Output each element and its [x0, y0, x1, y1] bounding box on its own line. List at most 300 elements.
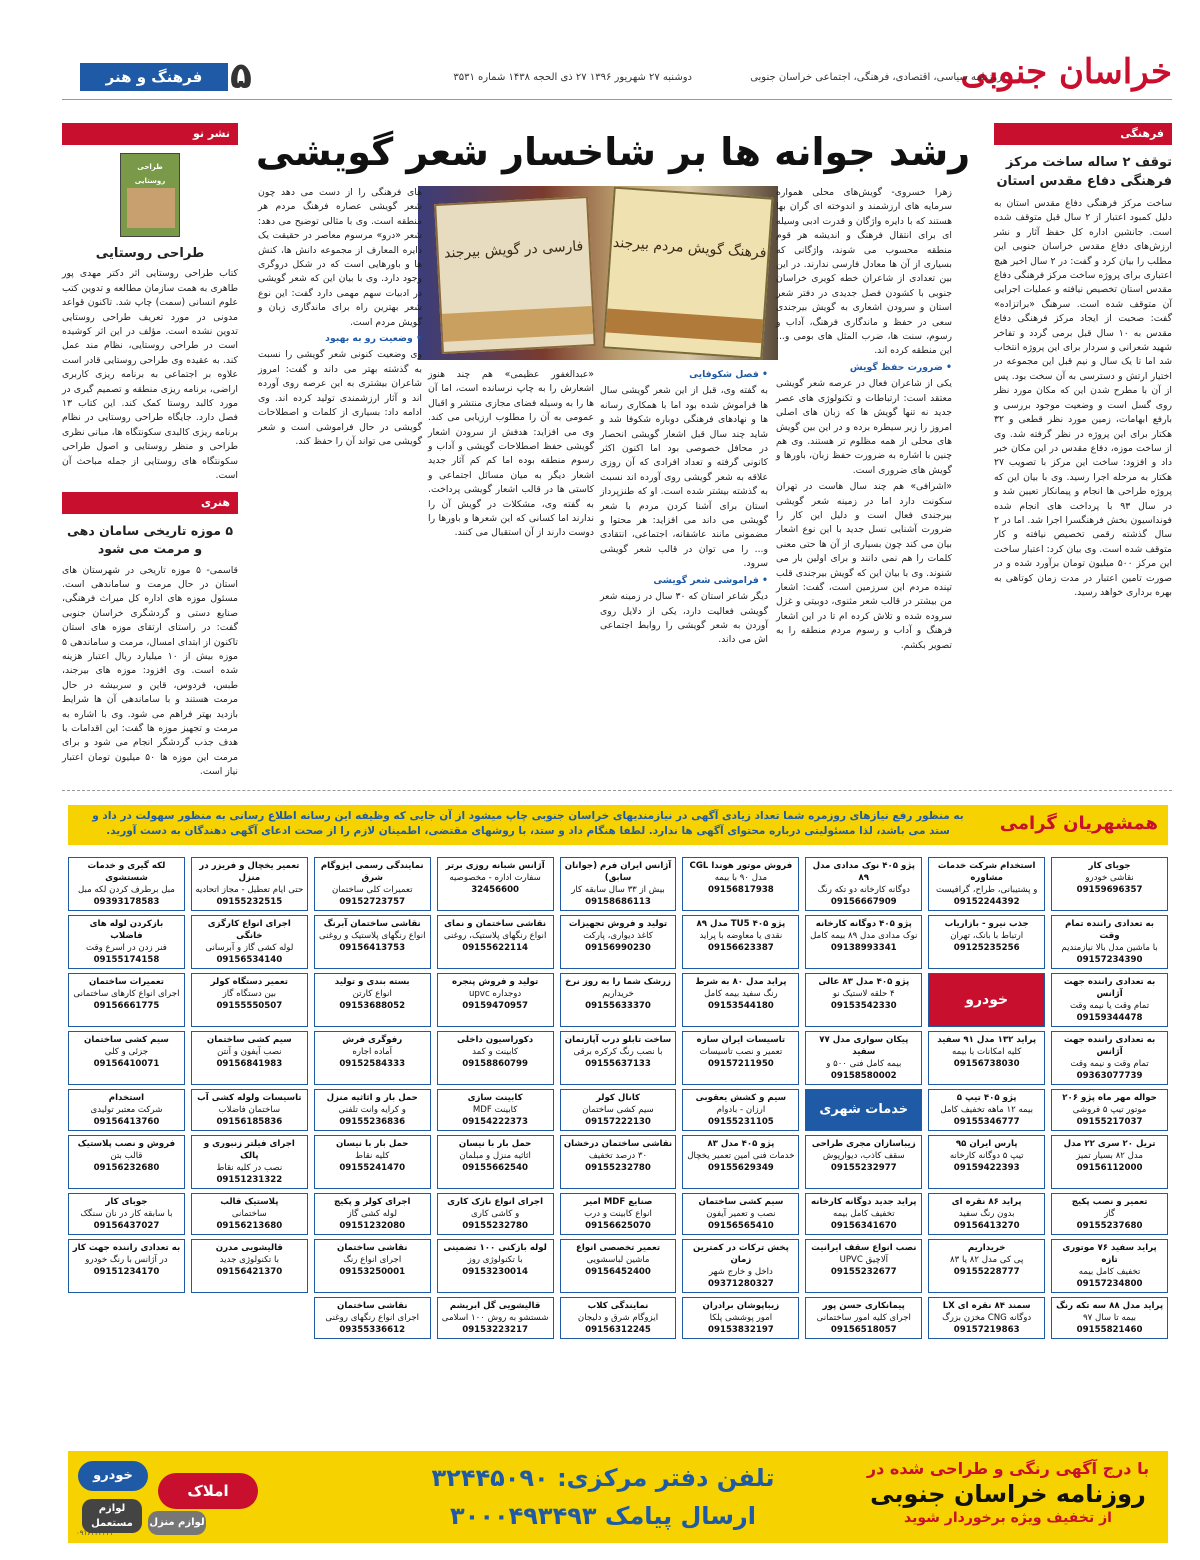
ad-text: کاغذ دیواری، پارکت: [583, 931, 653, 941]
ad-phone[interactable]: 09156661775: [93, 1001, 160, 1011]
ad-heading: جوبای کار: [105, 1197, 148, 1207]
classified-ad[interactable]: [68, 1031, 185, 1085]
ad-phone[interactable]: 09156421370: [216, 1267, 283, 1277]
ad-text: بین دستگاه گاز: [222, 989, 276, 999]
ad-phone[interactable]: 09155232677: [830, 1267, 897, 1277]
classified-ad[interactable]: [805, 1193, 922, 1235]
ad-text: انواع کابینت و درب: [584, 1209, 652, 1219]
classified-ad[interactable]: [1051, 1297, 1168, 1339]
book-cover-1: [434, 196, 596, 354]
ad-text: با ماشین مدل بالا نیازمندیم: [1061, 943, 1158, 953]
subhead: • وضعیت رو به بهبود: [325, 333, 422, 345]
article-title[interactable]: توقف ۲ ساله ساخت مرکز فرهنگی دفاع مقدس استان: [996, 155, 1172, 189]
ad-phone[interactable]: 09153230014: [462, 1267, 528, 1277]
ad-heading: پراید جدید دوگانه کارخانه: [811, 1197, 917, 1207]
classified-ad[interactable]: [437, 857, 554, 911]
ad-phone[interactable]: 09155550507: [216, 1001, 283, 1011]
badge-amlak[interactable]: املاک: [158, 1473, 258, 1509]
page-number: ۵: [230, 56, 252, 97]
ad-phone[interactable]: 09159422393: [953, 1163, 1020, 1173]
ad-text: تخفیف کامل بیمه: [832, 1209, 895, 1219]
classified-ad[interactable]: [805, 1031, 922, 1085]
classified-ad[interactable]: [805, 1089, 922, 1131]
classified-ads: [62, 790, 1172, 1550]
ad-heading: پیکان سواری مدل ۷۷ سفید: [819, 1035, 909, 1057]
ad-text: اجرای انواع رنگ: [343, 1255, 402, 1265]
book-band-2: [606, 308, 763, 343]
ad-phone[interactable]: 09157211950: [708, 1059, 774, 1069]
ad-heading: جویای کار: [1088, 861, 1131, 871]
ads-banner-title: همشهریان گرامی: [999, 813, 1158, 834]
ad-phone[interactable]: 09155237680: [1076, 1221, 1143, 1231]
classified-ad[interactable]: [682, 973, 799, 1027]
ad-phone[interactable]: 09156232680: [93, 1163, 160, 1173]
ad-heading: سمند ۸۴ نقره ای LX: [942, 1301, 1031, 1311]
sms-row: [368, 1497, 838, 1535]
ad-phone[interactable]: 09152723757: [339, 897, 406, 907]
ad-phone[interactable]: 09156213680: [216, 1221, 283, 1231]
classified-ad[interactable]: [1051, 1193, 1168, 1235]
ad-phone[interactable]: 09155633370: [585, 1001, 651, 1011]
ad-phone[interactable]: 09155637133: [585, 1059, 651, 1069]
ad-heading: نصب انواع سقف ایرانیت: [811, 1243, 917, 1253]
classified-ad[interactable]: [437, 1031, 554, 1085]
ad-phone[interactable]: 09155228777: [953, 1267, 1020, 1277]
classified-ad[interactable]: [191, 915, 308, 969]
ad-phone[interactable]: 09156410071: [93, 1059, 160, 1069]
ad-heading: تعمیر یخچال و فریزر در منزل: [199, 861, 300, 883]
sms-label: ارسال پیامک: [604, 1502, 756, 1530]
ad-heading: پخش ترکات در کمترین زمان: [692, 1243, 789, 1265]
classified-ad[interactable]: [560, 915, 677, 969]
classified-ad[interactable]: [560, 1089, 677, 1131]
ads-notice-banner: [68, 805, 1168, 845]
ad-phone[interactable]: 09156341670: [830, 1221, 897, 1231]
ad-heading: بازکردن لوله های فاضلاب: [89, 919, 164, 941]
ad-phone[interactable]: 09154222373: [462, 1117, 528, 1127]
ad-text: شستشو به روش ۱۰۰ اسلامی: [441, 1313, 549, 1323]
classified-ad[interactable]: [805, 857, 922, 911]
ad-heading: اجرای کولر و پکیج: [333, 1197, 411, 1207]
ad-text: نقاشی خودرو: [1085, 873, 1134, 883]
ad-phone[interactable]: 09156452400: [585, 1267, 651, 1277]
classified-ad[interactable]: [437, 1193, 554, 1235]
section-tab[interactable]: فرهنگ و هنر: [80, 63, 228, 91]
classified-ad[interactable]: [191, 1089, 308, 1131]
ad-text: انواع رنگهای پلاستیک و روغنی: [318, 931, 426, 941]
ad-heading: قالیشویی گل ابریشم: [449, 1301, 541, 1311]
ads-grid: [68, 857, 1168, 1443]
classified-ad[interactable]: [191, 1193, 308, 1235]
ad-text: آلاچیق UPVC: [839, 1255, 889, 1265]
ad-phone[interactable]: 09156565410: [708, 1221, 774, 1231]
ad-phone[interactable]: 09151231322: [216, 1175, 283, 1185]
ad-phone[interactable]: 09157234800: [1076, 1279, 1143, 1289]
classified-ad[interactable]: [928, 915, 1045, 969]
ad-text: نصب در کلیه نقاط: [216, 1163, 283, 1173]
ad-phone[interactable]: 09153832197: [708, 1325, 774, 1335]
classified-ad[interactable]: [314, 1089, 431, 1131]
ad-text: ماشین لباسشویی: [586, 1255, 650, 1265]
ad-heading: زیباسازان مجری طراحی: [811, 1139, 916, 1149]
ad-phone[interactable]: 09156534140: [216, 955, 283, 965]
ad-text: تعمیر و نصب تاسیسات: [699, 1047, 783, 1057]
ad-phone[interactable]: 09157219863: [953, 1325, 1020, 1335]
ad-phone[interactable]: 09125235256: [953, 943, 1020, 953]
classified-ad[interactable]: [682, 1239, 799, 1293]
classified-ad[interactable]: [191, 857, 308, 911]
ad-phone[interactable]: 09156667909: [830, 897, 897, 907]
classified-ad[interactable]: [928, 1193, 1045, 1235]
ad-heading: پارس ایران ۹۵: [955, 1139, 1018, 1149]
classified-ad[interactable]: [928, 1239, 1045, 1293]
classified-ad[interactable]: [314, 857, 431, 911]
ad-heading: اجرای انواع نازک کاری: [447, 1197, 544, 1207]
ad-phone[interactable]: 09156817938: [708, 885, 774, 895]
classified-ad[interactable]: [191, 1239, 308, 1293]
classified-ad[interactable]: [1051, 1031, 1168, 1085]
ad-text: کابینت و کمد: [472, 1047, 519, 1057]
ad-phone[interactable]: 09138993341: [830, 943, 897, 953]
ad-phone[interactable]: 09158580002: [830, 1071, 897, 1081]
classified-ad[interactable]: [68, 1135, 185, 1189]
ad-heading: پژو ۴۰۵ دوگانه کارخانه: [815, 919, 912, 929]
classified-ad[interactable]: [314, 1193, 431, 1235]
classified-ad[interactable]: [805, 1135, 922, 1189]
ad-heading: اجرای انواع کارگزی خانگی: [207, 919, 291, 941]
ad-text: انواع کارتن: [352, 989, 392, 999]
ad-heading: حمل بار با نیسان: [458, 1139, 532, 1149]
main-headline[interactable]: رشد جوانه ها بر شاخسار شعر گویشی: [255, 130, 971, 174]
ad-text: و پشتیبانی، طراح، گرافیست: [935, 885, 1038, 895]
ad-text: سیم کشی ساختمان: [582, 1105, 654, 1115]
classified-ad[interactable]: [68, 1239, 185, 1293]
ad-phone[interactable]: 09152584333: [339, 1059, 406, 1069]
classified-ad[interactable]: [560, 973, 677, 1027]
ad-phone[interactable]: 09151232080: [339, 1221, 406, 1231]
ad-text: حتی ایام تعطیل - مجاز اتحادیه: [195, 885, 304, 895]
ad-heading: کانال کولر: [595, 1093, 641, 1103]
classified-ad[interactable]: [314, 1135, 431, 1189]
classified-ad[interactable]: [68, 1089, 185, 1131]
ad-text: تعمیرات کلی ساختمان: [331, 885, 413, 895]
ad-phone[interactable]: 09155662540: [462, 1163, 528, 1173]
ad-text: مبل برطرف کردن لکه مبل: [78, 885, 175, 895]
promo-block: [858, 1459, 1158, 1526]
ad-heading: استخدام شرکت خدمات مشاوره: [937, 861, 1036, 883]
ad-heading: به تعدادی راننده جهت آژانس: [1063, 1035, 1156, 1057]
article-body: ساخت مرکز فرهنگی دفاع مقدس استان به دلیل کمبود اعتبار از ۲ سال قبل متوقف شده است. جانشین اداره کل حفظ آثار و نشر ارزش‌های دفاع مقدس خراسان جنوبی این مطلب را بیان کرد و گفت: در ۲ سال اخیر هیچ اعتباری برای پروژه ساخت مرکز فرهنگی دفاع مقدس استان تخصیص نیافته و عملیات اجرایی آن متوقف شده است. سرهنگ «براتزاده» گفت: صحبت از ایجاد مرکز فرهنگی دفاع مقدس به ۱۰ سال قبل برمی گردد و تفاخر شهید شعرانی و سردار برای این پروژه انتخاب شد اما تا یک سال و نیم قبل این مجموعه در اختیار ارتش و دسترسی به آن سخت بود. پس از آن با مطرح شدن این که مکان مورد نظر روی گسل است و وضعیت موجود بررسی و بارفع ابهامات، زمین مورد نظر قطعی و ۳۲ هکتار برای این پروژه در نظر گرفته شد. وی از ساخت موزه، دفاع مقدس در این مکان خبر داد و افزود: ساخت این مرکز با تصویب ۲۷ هکتار به مرحله اجرا رسید. وی با بیان این که پروژه طراحی ها انجام و پیمانکار تعیین شد و در سال ۹۳ با پرداخت های انجام شده فونداسیون بخش فرهنگسرا اجرا شد. اما در ۲ سال گذشته رقمی تخصیص نیافته و کار متوقف شده است. وی بیان کرد: اعتبار ساخت این مرکز ۵۰۰ میلیون تومان برآورد شده و در صورت تامین اعتبار در مدت زمان کوتاهی به بهره برداری خواهد رسید.: [994, 198, 1173, 598]
classified-ad[interactable]: [1051, 915, 1168, 969]
classified-ad[interactable]: [314, 1031, 431, 1085]
ad-phone[interactable]: 09355336612: [339, 1325, 406, 1335]
ad-heading: نقاشی ساختمان و نمای: [444, 919, 547, 929]
ad-text: دوجداره upvc: [468, 989, 522, 999]
ad-phone[interactable]: 09155232977: [830, 1163, 897, 1173]
ad-phone[interactable]: 09155821460: [1076, 1325, 1143, 1335]
ad-phone[interactable]: 09159470957: [462, 1001, 528, 1011]
classified-ad[interactable]: [1051, 1089, 1168, 1131]
ad-text: امور پوششی پلکا: [709, 1313, 773, 1323]
classified-ad[interactable]: [560, 857, 677, 911]
paragraph: «عبدالغفور عظیمی» هم چند هنوز اشعارش را به چاپ نرسانده است، اما آن ها را به وسیله فضای مجازی منتشر و اقبال عمومی به آن را مطلوب ارزیابی می کند. وی می افزاید: هدفش از سرودن اشعار گویشی حفظ اصطلاحات گویشی و آداب و رسوم منطقه بوده اما کم کم آثار جدید اشعار دیگر به میان مسائل اجتماعی و کاستی ها در قالب اشعار گویشی پرداخت. به گفته وی، مشکلات در گویش آن را ندارند اما کسانی که این شعرها و باورها را دوست دارند از آن استقبال می کنند.: [428, 369, 594, 539]
book-cover-image: [120, 153, 180, 237]
classified-ad[interactable]: [68, 857, 185, 911]
classified-ad[interactable]: [314, 915, 431, 969]
book-title[interactable]: طراحی روستایی: [95, 246, 205, 261]
ad-heading: تریل ۲۰ سری ۲۲ مدل: [1063, 1139, 1156, 1149]
bottom-ad-banner: [68, 1451, 1168, 1543]
ad-phone[interactable]: 09158860799: [462, 1059, 528, 1069]
classified-ad[interactable]: [1051, 1135, 1168, 1189]
ad-text: و کرایه وانت تلفنی: [338, 1105, 406, 1115]
ad-heading: آژانس شبانه روزی برتر: [445, 861, 545, 871]
ad-text: لوله کشی گاز و آبرسانی: [205, 943, 294, 953]
ad-text: با سابقه کار در نان سنگک: [80, 1209, 173, 1219]
ad-text: انواع رنگهای پلاستیک، روغنی: [443, 931, 547, 941]
ad-heading: رفوگری فرش: [342, 1035, 403, 1045]
ad-heading: زیباپوشان برادران: [702, 1301, 780, 1311]
classified-ad[interactable]: [682, 1089, 799, 1131]
ad-phone[interactable]: 09156413753: [339, 943, 406, 953]
ad-heading: خریداریم: [967, 1243, 1006, 1253]
ad-heading: سیم کشی ساختمان: [84, 1035, 169, 1045]
contact-block: [368, 1459, 838, 1535]
badge-home-goods[interactable]: لوازم منزل: [148, 1511, 206, 1535]
ad-text: ایزوگام شرق و دلیجان: [577, 1313, 659, 1323]
ad-heading: پراید مدل ۸۰ به شرط: [695, 977, 787, 987]
classified-ad[interactable]: [928, 1135, 1045, 1189]
ad-heading: پیمانکاری حسن پور: [822, 1301, 905, 1311]
classified-ad[interactable]: [805, 915, 922, 969]
ad-phone[interactable]: 09156185836: [216, 1117, 283, 1127]
ad-phone[interactable]: 09363077739: [1076, 1071, 1143, 1081]
ad-phone[interactable]: 09156738030: [953, 1059, 1020, 1069]
classified-ad[interactable]: [805, 1297, 922, 1339]
ad-text: با تکنولوژی جدید: [219, 1255, 279, 1265]
ad-text: موتور تیپ ۵ فروشی: [1072, 1105, 1147, 1115]
section-label-art: هنری: [62, 492, 238, 514]
paragraph: «اشرافی» هم چند سال هاست در تهران سکونت دارد اما در زمینه شعر گویشی بیرجندی فعال است و دلیل این کار را ضرورت آشنایی نسل جدید با این نوع اشعار بیان می کند چون بسیاری از آن ها حتی معنی کلمات را هم نمی دانند و برای اولین بار می شنوند. وی با بیان این که گویش بیرجندی قلب تپنده مردم این سرزمین است، گفت: اشعار من بیشتر در قالب شعر مثنوی، دوبیتی و غزل سروده شده و تلاش کرده ام تا در این اشعار فرهنگ و آداب و رسوم مردم منطقه را به تصویر بکشم.: [776, 481, 952, 651]
ad-phone[interactable]: 09153542330: [830, 1001, 897, 1011]
ad-text: ساختمانی: [231, 1209, 267, 1219]
classified-ad[interactable]: [928, 1089, 1045, 1131]
ad-phone[interactable]: 09153250001: [339, 1267, 406, 1277]
ad-heading: سیم کشی ساختمان: [698, 1197, 784, 1207]
ad-heading: فروش و نصب پلاستیک: [77, 1139, 176, 1149]
ad-text: دوگانه CNG مخزن بزرگ: [942, 1313, 1032, 1323]
ad-text: کلیه نقاط: [355, 1151, 390, 1161]
classified-ad[interactable]: [191, 973, 308, 1027]
phone-row: [368, 1459, 838, 1497]
ad-phone[interactable]: 09151234170: [93, 1267, 160, 1277]
ad-text: تخفیف کامل بیمه: [1078, 1267, 1141, 1277]
ad-phone[interactable]: 09153544180: [708, 1001, 774, 1011]
classified-ad[interactable]: [68, 973, 185, 1027]
ad-phone[interactable]: 09155346777: [953, 1117, 1020, 1127]
ad-phone[interactable]: 09156312245: [585, 1325, 651, 1335]
ad-code: ۰۹۱۶۳۲۳۲۴۴: [76, 1529, 114, 1537]
issue-info: دوشنبه ۲۷ شهریور ۱۳۹۶ ۲۷ ذی الحجه ۱۴۳۸ شماره ۳۵۳۱: [453, 72, 692, 83]
ad-phone[interactable]: 09393178583: [93, 897, 160, 907]
ad-heading: تاسیسات ولوله کشی آب: [197, 1093, 302, 1103]
classified-ad[interactable]: [437, 915, 554, 969]
ad-phone[interactable]: 09155174158: [93, 955, 160, 965]
ad-phone[interactable]: 09156112000: [1076, 1163, 1143, 1173]
left-column: [62, 123, 239, 778]
classified-ad[interactable]: [314, 1239, 431, 1293]
ad-phone[interactable]: 09157222130: [585, 1117, 651, 1127]
phone-number[interactable]: ۳۲۴۴۵۰۹۰: [431, 1464, 549, 1492]
ad-text: با تکنولوژی روز: [467, 1255, 523, 1265]
ad-phone[interactable]: 32456600: [471, 885, 520, 895]
ad-text: بیمه تا سال ۹۷: [1083, 1313, 1137, 1323]
classified-ad[interactable]: [437, 1135, 554, 1189]
ad-heading: پراید مدل ۸۸ سه تکه رنگ: [1056, 1301, 1164, 1311]
ad-phone[interactable]: 09155629349: [708, 1163, 774, 1173]
ad-text: فنر زدن در اسرع وقت: [86, 943, 167, 953]
ad-text: داخل و خارج شهر: [708, 1267, 773, 1277]
ad-phone[interactable]: 09157234390: [1076, 955, 1143, 965]
ad-heading: پژو ۴۰۵ TU5 مدل ۸۹: [696, 919, 786, 929]
classified-ad[interactable]: [437, 1297, 554, 1339]
ad-phone[interactable]: 09156841983: [216, 1059, 283, 1069]
section-label: فرهنگی: [994, 123, 1172, 145]
ad-phone[interactable]: 09156518057: [830, 1325, 897, 1335]
classified-ad[interactable]: [560, 1297, 677, 1339]
ad-heading: دکوراسیون داخلی: [457, 1035, 534, 1045]
classified-ad[interactable]: [437, 1089, 554, 1131]
ad-phone[interactable]: 09156623387: [708, 943, 774, 953]
sms-number[interactable]: ۳۰۰۰۴۹۳۴۹۳: [450, 1502, 597, 1530]
ads-banner-text: به منظور رفع نیازهای روزمره شما تعداد زیادی آگهی در نیازمندیهای خراسان جنوبی چاپ میشود از آن جایی که وظیفه این رسانه اطلاع رسانی به منظور سهولت در داد و ستد می باشد، لذا مسئولیتی درباره محتوای آگهی ها ندارد. لطفا هنگام داد و ستد، با روشهای مقتضی، اطمینان لازم را از صحت ادعای آگهی دهندگان به دست آورید.: [92, 810, 964, 837]
classified-ad[interactable]: [1051, 1239, 1168, 1293]
classified-ad[interactable]: [1051, 973, 1168, 1027]
ad-text: و کاشی کاری: [470, 1209, 520, 1219]
ad-heading: نقاشی ساختمان: [336, 1301, 408, 1311]
classified-ad[interactable]: [1051, 857, 1168, 911]
ad-heading: اجرای فیلتر زنبوری و پالک: [203, 1139, 295, 1161]
ad-phone[interactable]: 09156437027: [93, 1221, 160, 1231]
classified-ad[interactable]: [682, 915, 799, 969]
ad-text: پی کی مدل ۸۲ یا ۸۳: [950, 1255, 1024, 1265]
classified-ad[interactable]: [437, 1239, 554, 1293]
classified-ad[interactable]: [682, 857, 799, 911]
masthead-logo: خراسان جنوبی: [960, 52, 1172, 92]
ad-text: لوله کشی گاز: [347, 1209, 397, 1219]
ad-phone[interactable]: 09155241470: [339, 1163, 406, 1173]
ad-phone[interactable]: 09156413760: [93, 1117, 160, 1127]
classified-ad[interactable]: [928, 1297, 1045, 1339]
classified-ad[interactable]: [805, 973, 922, 1027]
ad-phone[interactable]: 09153223217: [462, 1325, 528, 1335]
ad-text: اجرای انواع رنگهای روغنی: [325, 1313, 420, 1323]
ad-phone[interactable]: 09153688052: [339, 1001, 406, 1011]
subhead: • ضرورت حفظ گویش: [849, 361, 952, 373]
ad-phone[interactable]: 09158686113: [585, 897, 651, 907]
ad-heading: تولید و فروش تجهیزات: [568, 919, 668, 929]
classified-ad[interactable]: [191, 1031, 308, 1085]
ad-phone[interactable]: 09155232780: [462, 1221, 528, 1231]
classified-ad[interactable]: [928, 857, 1045, 911]
classified-ad[interactable]: [560, 1031, 677, 1085]
classified-ad[interactable]: [68, 1193, 185, 1235]
ad-heading: تعمیر و نصب پکیج: [1071, 1197, 1148, 1207]
classified-ad[interactable]: [560, 1239, 677, 1293]
classified-ad[interactable]: [928, 1031, 1045, 1085]
classified-ad[interactable]: [682, 1297, 799, 1339]
classified-ad[interactable]: [314, 1297, 431, 1339]
ad-heading: پراید سفید ۷۶ موتوری تازه: [1062, 1243, 1157, 1265]
ad-heading: پژو ۴۰۵ تیپ ۵: [956, 1093, 1017, 1103]
ad-text: گاز: [1104, 1209, 1115, 1219]
ad-text: اجرای کلیه امور ساختمانی: [816, 1313, 911, 1323]
classified-ad[interactable]: [191, 1135, 308, 1189]
ad-text: کلیه امکانات با بیمه: [952, 1047, 1022, 1057]
badge-khodro[interactable]: خودرو: [78, 1461, 148, 1491]
ad-phone[interactable]: 09155231105: [708, 1117, 774, 1127]
ad-heading: حمل بار و اثاثیه منزل: [326, 1093, 418, 1103]
classified-ad[interactable]: [314, 973, 431, 1027]
ad-phone[interactable]: 09156413270: [953, 1221, 1020, 1231]
article-title[interactable]: ۵ موزه تاریخی سامان دهی و مرمت می شود: [67, 522, 233, 556]
promo-line-3: از تخفیف ویژه برخوردار شوید: [904, 1510, 1112, 1526]
ad-phone[interactable]: 09159696357: [1076, 885, 1143, 895]
classified-ad[interactable]: [560, 1135, 677, 1189]
ad-heading: نقاشی ساختمان درخشان: [563, 1139, 673, 1149]
ad-heading: پراید ۱۳۲ مدل ۹۱ سفید: [937, 1035, 1037, 1045]
ad-heading: زرشک شما را به روز نرخ: [565, 977, 671, 987]
ad-phone[interactable]: 09155236836: [339, 1117, 406, 1127]
ad-text: بدون رنگ سفید: [958, 1209, 1015, 1219]
ad-phone[interactable]: 09155232780: [585, 1163, 651, 1173]
classified-ad[interactable]: [560, 1193, 677, 1235]
ad-phone[interactable]: 09159344478: [1076, 1013, 1143, 1023]
page-header: [62, 50, 1172, 100]
ad-phone[interactable]: 09156625070: [585, 1221, 651, 1231]
classified-ad[interactable]: [68, 915, 185, 969]
ad-heading: قالیشویی مدرن: [215, 1243, 283, 1253]
classified-ad[interactable]: [682, 1193, 799, 1235]
badge-used-goods[interactable]: لوازم مستعمل: [82, 1499, 142, 1533]
ad-heading: کابینت سازی: [467, 1093, 523, 1103]
classified-ad[interactable]: [437, 973, 554, 1027]
ad-phone[interactable]: 09155232515: [216, 897, 283, 907]
book-body: کتاب طراحی روستایی اثر دکتر مهدی پور طاهری به همت سازمان مطالعه و تدوین کتب علوم انسانی (سمت) چاپ شد. تاکنون قواعد مدونی در مورد تعریف طراحی روستایی تدوین نشده است. مؤلف در این اثر کوشیده است در طراحی روستایی، نظام مند عمل کند. به عقیده وی طراحی روستایی قادر است علاوه بر اجتماعی به برنامه ریزی کاربری اراضی، برنامه ریزی منطقه و تصمیم گیری در مورد کالبد روستا کمک کند. این کتاب ۱۳ فصل دارد. جایگاه طراحی روستایی در نظام برنامه ریزی کالبدی سکونتگاه ها، مبانی نظری طراحی و منظر روستایی و اصول طراحی سکونتگاه های روستایی از جمله مباحث آن است.: [62, 268, 238, 482]
ad-text: سفارت اداره - مخصوصیه: [449, 873, 541, 883]
ad-phone[interactable]: 09371280327: [708, 1279, 774, 1289]
classified-ad[interactable]: [805, 1239, 922, 1293]
classified-ad[interactable]: [682, 1031, 799, 1085]
ad-heading: نقاشی ساختمان آبرنگ: [323, 919, 421, 929]
subhead: • فراموشی شعر گویشی: [653, 574, 768, 586]
ad-phone[interactable]: 09156990230: [585, 943, 651, 953]
ad-text: دوگانه کارخانه دو تکه رنگ: [817, 885, 910, 895]
ad-phone[interactable]: 09155622114: [462, 943, 528, 953]
ad-text: تیپ ۵ دوگانه کارخانه: [949, 1151, 1024, 1161]
classified-ad[interactable]: [928, 973, 1045, 1027]
ad-phone[interactable]: 09155217037: [1076, 1117, 1143, 1127]
article-column-3: [428, 368, 594, 776]
classified-ad[interactable]: [682, 1135, 799, 1189]
ad-phone[interactable]: 09152244392: [953, 897, 1020, 907]
ad-text: ۳۰ درصد تخفیف: [588, 1151, 648, 1161]
book-band-1: [442, 306, 593, 342]
ad-text: مدل ۸۲ بسیار تمیز: [1076, 1151, 1144, 1161]
ad-text: بیش از ۳۳ سال سابقه کار: [571, 885, 665, 895]
right-column-article: [994, 123, 1172, 773]
ad-heading: تعمیر دستگاه کولر: [210, 977, 288, 987]
